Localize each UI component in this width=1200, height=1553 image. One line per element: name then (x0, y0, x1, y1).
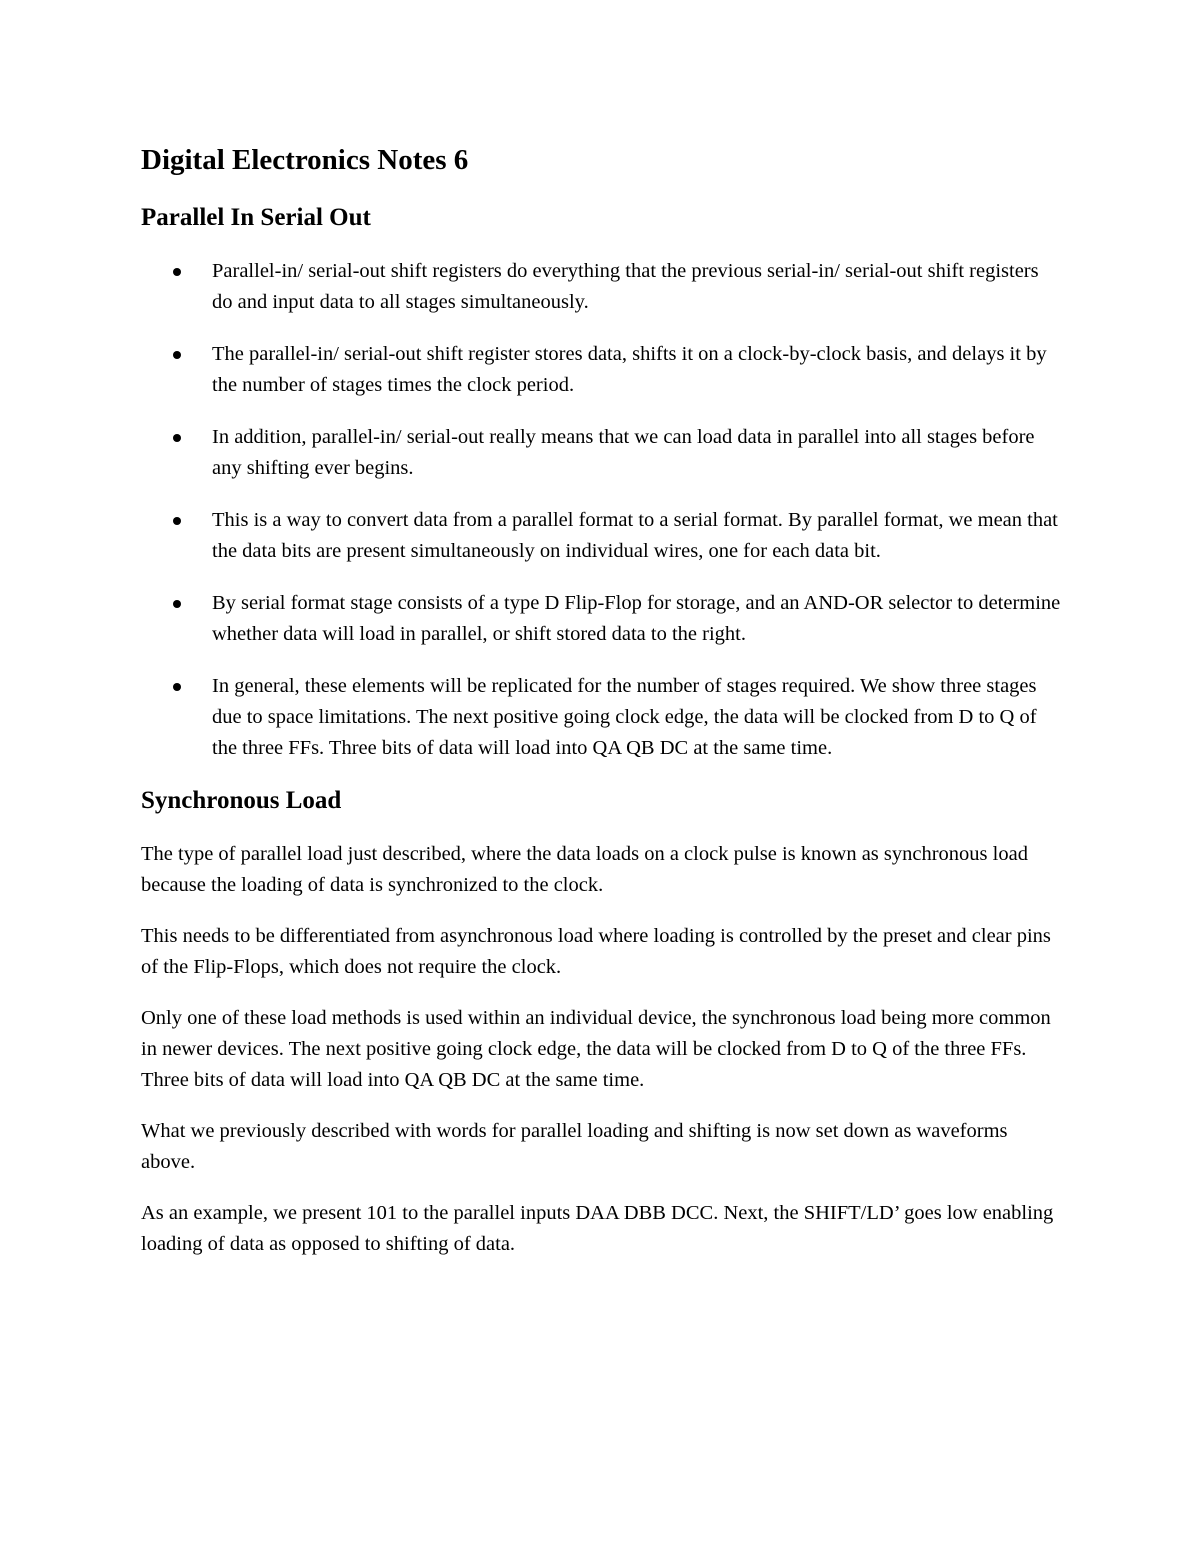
bullet-icon (173, 517, 181, 525)
list-item-text: By serial format stage consists of a type D Flip-Flop for storage, and an AND-OR selector to determine whether data will load in parallel, or shift stored data to the right. (212, 592, 1061, 645)
paragraph: This needs to be differentiated from asynchronous load where loading is controlled by the preset and clear pins of the Flip-Flops, which does not require the clock. (141, 925, 1051, 978)
list-item (141, 422, 1061, 484)
paragraph: As an example, we present 101 to the parallel inputs DAA DBB DCC. Next, the SHIFT/LD’ goes low enabling loading of data as opposed to shifting of data. (141, 1202, 1054, 1255)
section-heading-synchronous-load: Synchronous Load (141, 787, 342, 814)
bullet-list (141, 256, 1061, 764)
list-item (141, 505, 1061, 567)
bullet-icon (173, 600, 181, 608)
bullet-icon (173, 351, 181, 359)
list-item-text: In addition, parallel-in/ serial-out really means that we can load data in parallel into all stages before any shifting ever begins. (212, 426, 1035, 479)
paragraph: What we previously described with words for parallel loading and shifting is now set down as waveforms above. (141, 1120, 1008, 1173)
list-item-text: The parallel-in/ serial-out shift register stores data, shifts it on a clock-by-clock basis, and delays it by the number of stages times the clock period. (212, 343, 1047, 396)
section-heading-parallel-in-serial-out: Parallel In Serial Out (141, 204, 371, 231)
list-item (141, 256, 1061, 318)
paragraph: Only one of these load methods is used within an individual device, the synchronous load being more common in newer devices. The next positive going clock edge, the data will be clocked from D to Q of the three FFs. Three bits of data will load into QA QB DC at the same time. (141, 1007, 1051, 1091)
list-item-text: This is a way to convert data from a parallel format to a serial format. By parallel format, we mean that the data bits are present simultaneously on individual wires, one for each data bit. (212, 509, 1058, 562)
bullet-icon (173, 268, 181, 276)
document-page (141, 140, 1061, 1280)
bullet-icon (173, 434, 181, 442)
list-item-text: Parallel-in/ serial-out shift registers do everything that the previous serial-in/ serial-out shift registers do and input data to all stages simultaneously. (212, 260, 1039, 313)
bullet-icon (173, 683, 181, 691)
list-item (141, 339, 1061, 401)
list-item-text: In general, these elements will be replicated for the number of stages required. We show three stages due to space limitations. The next positive going clock edge, the data will be clocked from D to Q of the three FFs. Three bits of data will load into QA QB DC at the same time. (212, 675, 1037, 759)
document-title: Digital Electronics Notes 6 (141, 144, 469, 176)
list-item (141, 588, 1061, 650)
paragraph: The type of parallel load just described, where the data loads on a clock pulse is known as synchronous load because the loading of data is synchronized to the clock. (141, 843, 1028, 896)
list-item (141, 671, 1061, 764)
